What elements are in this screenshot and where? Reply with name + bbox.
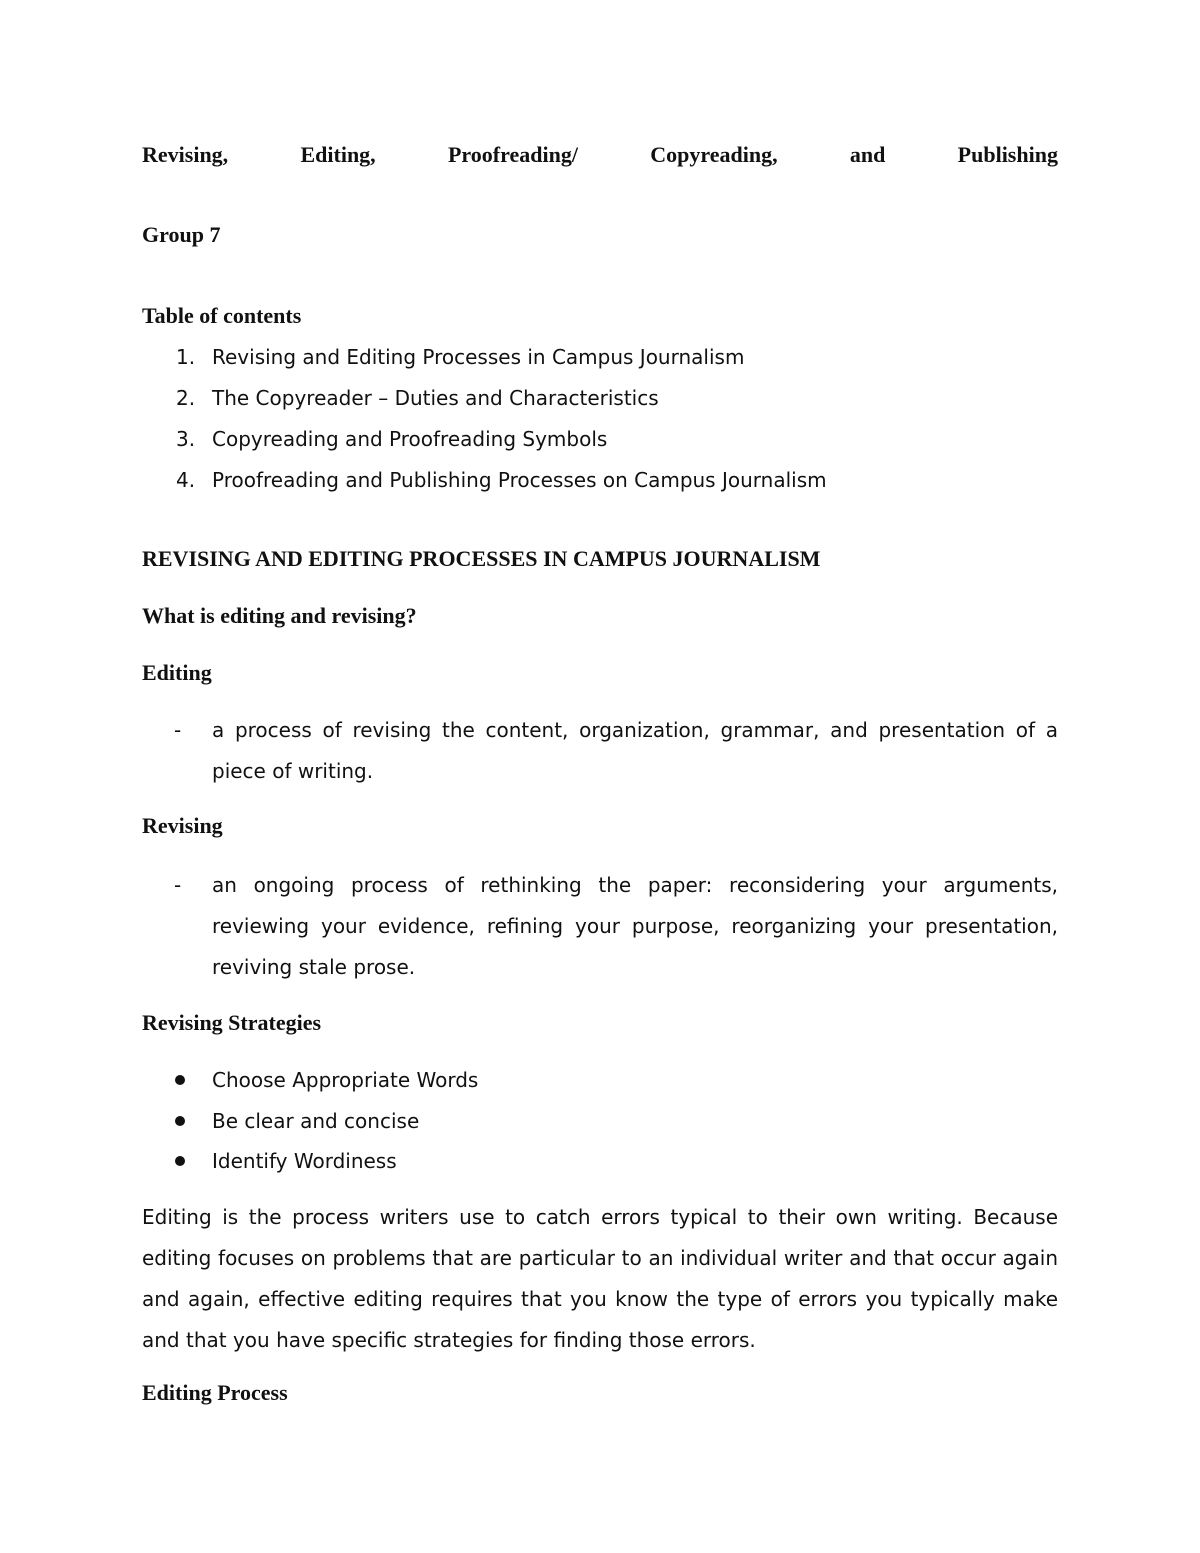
table-of-contents — [142, 342, 827, 506]
revising-definition-text: an ongoing process of rethinking the paper: reconsidering your arguments, reviewing your evidence, refining your purpose, reorganizing your presentation, reviving stale prose. — [212, 873, 1058, 979]
list-item-text: Choose Appropriate Words — [212, 1068, 479, 1092]
toc-item-number: 3. — [176, 427, 196, 451]
bullet-icon — [142, 1146, 212, 1176]
toc-item-text: Revising and Editing Processes in Campus Journalism — [212, 345, 745, 369]
toc-heading: Table of contents — [142, 303, 302, 328]
toc-item-number: 2. — [176, 386, 196, 410]
title-word: Editing, — [300, 142, 376, 167]
editing-definition — [142, 710, 1058, 792]
list-item — [142, 1146, 478, 1187]
section-heading: REVISING AND EDITING PROCESSES IN CAMPUS JOURNALISM — [142, 546, 821, 571]
toc-item — [142, 342, 827, 383]
question-heading: What is editing and revising? — [142, 603, 417, 628]
toc-item-number: 1. — [176, 345, 196, 369]
toc-item — [142, 465, 827, 506]
revising-heading: Revising — [142, 813, 223, 838]
list-item — [142, 1106, 478, 1147]
title-word: Revising, — [142, 142, 229, 167]
title-word: and — [849, 142, 886, 167]
list-item — [142, 1065, 478, 1106]
group-label: Group 7 — [142, 222, 221, 247]
title-word: Publishing — [957, 142, 1058, 167]
toc-item — [142, 383, 827, 424]
list-item-text: Be clear and concise — [212, 1108, 420, 1133]
bullet-icon — [142, 1065, 212, 1095]
editing-process-heading: Editing Process — [142, 1380, 288, 1405]
title-word: Copyreading, — [650, 142, 778, 167]
toc-item-text: Copyreading and Proofreading Symbols — [212, 427, 608, 451]
revising-definition — [142, 865, 1058, 988]
editing-paragraph: Editing is the process writers use to catch errors typical to their own writing. Because editing focuses on problems that are particular to an individual writer and that occur again and again, effective editing requires that you know the type of errors you typically make and that you have specific strategies for finding those errors. — [142, 1205, 1058, 1352]
dash-marker: - — [174, 873, 182, 897]
strategies-list — [142, 1065, 478, 1187]
title-word: Proofreading/ — [447, 142, 578, 167]
document-title — [142, 142, 1058, 168]
toc-item-number: 4. — [176, 468, 196, 492]
toc-item-text: The Copyreader – Duties and Characteristics — [212, 386, 659, 410]
editing-definition-text: a process of revising the content, organization, grammar, and presentation of a piece of writing. — [212, 718, 1058, 783]
list-item-text: Identify Wordiness — [212, 1149, 397, 1173]
toc-item-text: Proofreading and Publishing Processes on Campus Journalism — [212, 468, 827, 492]
editing-heading: Editing — [142, 660, 212, 685]
strategies-heading: Revising Strategies — [142, 1010, 322, 1035]
toc-item — [142, 424, 827, 465]
dash-marker: - — [174, 718, 182, 742]
document-page — [142, 0, 1058, 1553]
bullet-icon — [142, 1106, 212, 1136]
